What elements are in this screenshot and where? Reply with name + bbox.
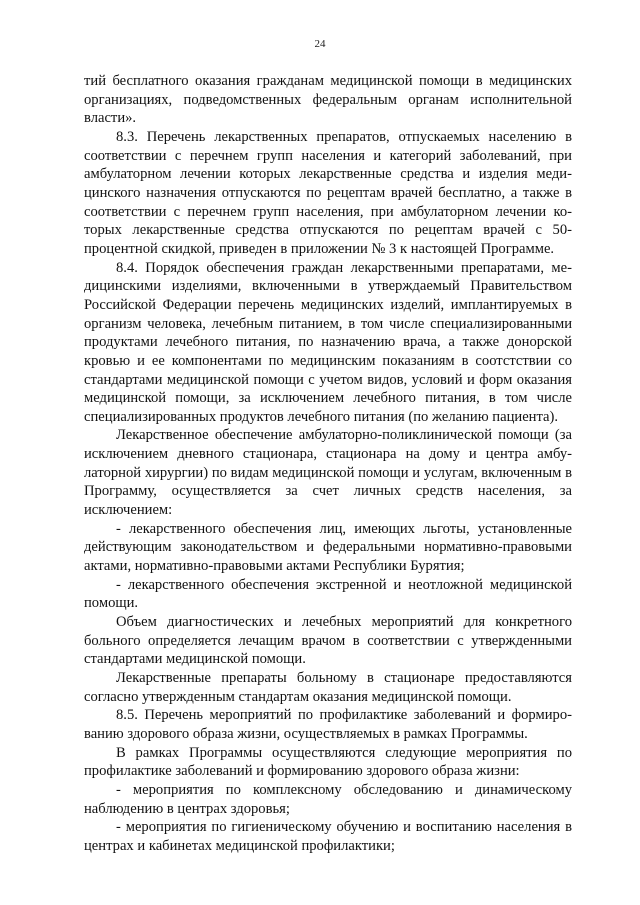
list-item-hygiene-education: - мероприятия по гигиеническому обучению и воспитанию населения в центрах и кабинетах медицинской профилактики;	[84, 819, 572, 854]
paragraph-prevention-intro: В рамках Программы осуществляются следующие мероприятия по профилактике заболеваний и формированию здорового образа жизни:	[84, 744, 572, 780]
paragraph-continuation: тий бесплатного оказания гражданам медицинской помощи в медицинских организациях, подведомственных федеральным органам исполнительной власти».	[84, 73, 572, 127]
paragraph-drug-supply: Лекарственное обеспечение амбулаторно-поликлинической помощи (за исключением дневного стационара, стационара на дому и центра амбулаторной хирургии) по видам медицинской помощи и услугам, включенным в Программу, осуществляется за счет личных средств населения, за исключением:	[84, 427, 572, 519]
paragraph-8-4: 8.4. Порядок обеспечения граждан лекарственными препаратами, медицинскими изделиями, включенными в утверждаемый Правительством Российской Федерации перечень медицинских изделий, имплантируемых в организм человека, лечебным питанием, в том числе специализированными продуктами лечебного питания, по назначению врача, а также донорской кровью и ее компонентами по медицинским показаниям в соотстствии со стандартами медицинской помощи с учетом видов, условий и форм оказания медицинской помощи, за исключением лечебного питания, в том числе специализированных продуктов лечебного питания (по желанию пациента).	[84, 259, 572, 425]
paragraph-diagnostics-volume: Объем диагностических и лечебных мероприятий для конкретного больного определяется лечащим врачом в соответствии с утвержденными стандартами медицинской помощи.	[84, 614, 572, 668]
paragraph-hospital-drugs: Лекарственные препараты больному в стационаре предоставляются согласно утвержденным стандартам оказания медицинской помощи.	[84, 670, 572, 705]
paragraph-8-3: 8.3. Перечень лекарственных препаратов, отпускаемых населению в соответствии с перечнем групп населения и категорий заболеваний, при амбулаторном лечении которых лекарственные средства и изделия медицинского назначения отпускаются по рецептам врачей бесплатно, а также в соответствии с перечнем групп населения, при амбулаторном лечении которых лекарственные средства отпускаются по рецептам врачей с 50-процентной скидкой, приведен в приложении № 3 к настоящей Программе.	[84, 128, 572, 257]
page-number: 24	[314, 38, 326, 50]
list-item-health-centers: - мероприятия по комплексному обследованию и динамическому наблюдению в центрах здоровья;	[84, 781, 572, 817]
document-body	[84, 72, 572, 856]
list-item-emergency: - лекарственного обеспечения экстренной и неотложной медицинской помощи.	[84, 576, 572, 612]
paragraph-8-5: 8.5. Перечень мероприятий по профилактике заболеваний и формированию здорового образа жизни, осуществляемых в рамках Программы.	[84, 707, 572, 742]
list-item-privileged: - лекарственного обеспечения лиц, имеющих льготы, установленные действующим законодательством и федеральными нормативно-правовыми актами, нормативно-правовыми актами Республики Бурятия;	[84, 520, 572, 575]
